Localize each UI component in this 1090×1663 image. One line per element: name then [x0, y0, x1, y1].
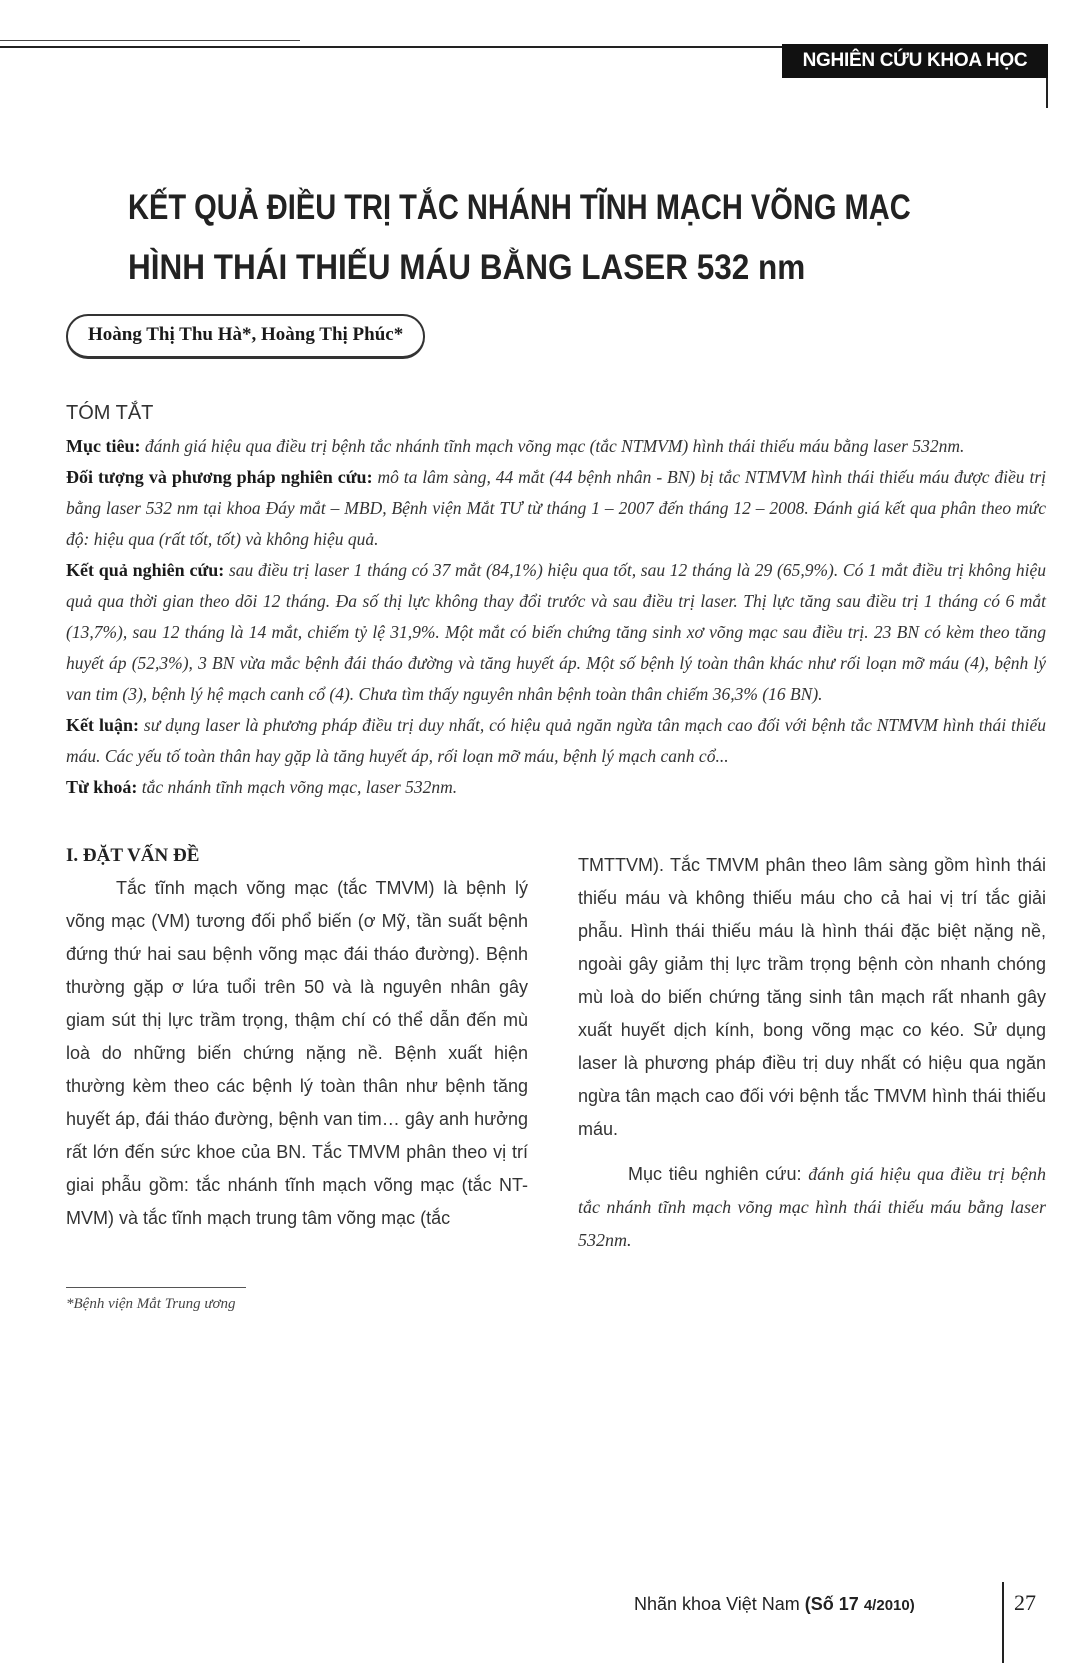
body-paragraph: TMTTVM). Tắc TMVM phân theo lâm sàng gồm hình thái thiếu máu và không thiếu máu cho cả hai vị trí tắc giải phẫu. Hình thái thiếu máu là hình thái đặc biệt nặng nề, ngoài gây giảm thị lực trầm trọng bệnh còn nhanh chóng mù loà do biến chứng tăng sinh tân mạch rất nhanh gây xuất huyết dịch kính, bong võng mạc co kéo. Sử dụng laser là phương pháp điều trị duy nhất có hiệu qua ngăn ngừa tân mạch cao đối với bệnh tắc TMVM hình thái thiếu máu. — [578, 855, 1046, 1139]
footer-divider — [1002, 1582, 1004, 1663]
abstract — [66, 431, 1046, 803]
footnote: *Bệnh viện Mắt Trung ương — [66, 1296, 236, 1312]
abstract-text: sư dụng laser là phương pháp điều trị duy nhất, có hiệu quả ngăn ngừa tân mạch cao đối với bệnh tắc NTMVM hình thái thiếu máu. Các yếu tố toàn thân hay gặp là tăng huyết áp, rối loạn mỡ máu, bệnh lý mạch canh cổ... — [66, 715, 1046, 766]
title-line-2: HÌNH THÁI THIẾU MÁU BẰNG LASER 532 nm — [128, 248, 806, 287]
issue-date: 4/2010) — [863, 1597, 915, 1614]
abstract-text: tắc nhánh tĩnh mạch võng mạc, laser 532nm. — [141, 777, 458, 797]
abstract-objective — [66, 431, 1046, 462]
article-body — [66, 178, 1046, 1314]
abstract-label: Kết luận: — [66, 715, 140, 735]
abstract-text: đánh giá hiệu qua điều trị bệnh tắc nhánh tĩnh mạch võng mạc (tắc NTMVM) hình thái thiếu máu bằng laser 532nm. — [144, 436, 965, 456]
abstract-label: Đối tượng và phương pháp nghiên cứu: — [66, 467, 373, 487]
abstract-keywords — [66, 772, 1046, 803]
section-heading: I. ĐẶT VẤN ĐỀ — [66, 845, 200, 866]
authors: Hoàng Thị Thu Hà*, Hoàng Thị Phúc* — [66, 314, 425, 359]
abstract-text: mô ta lâm sàng, 44 mắt (44 bệnh nhân - BN) bị tắc NTMVM hình thái thiếu máu được điều trị bằng laser 532 nm tại khoa Đáy mắt – MBD, Bệnh viện Mắt TƯ từ tháng 1 – 2007 đến tháng 12 – 2008. Đánh giá kết qua phân theo mức độ: hiệu qua (rất tốt, tốt) và không hiệu quả. — [66, 467, 1046, 549]
article-title — [128, 178, 1046, 298]
left-column — [66, 839, 528, 1235]
header-thin-rule — [0, 40, 300, 41]
abstract-label: Mục tiêu: — [66, 436, 141, 456]
footnote-rule — [66, 1287, 246, 1288]
objective-label: Mục tiêu nghiên cứu: — [628, 1164, 802, 1184]
abstract-label: Kết quả nghiên cứu: — [66, 560, 225, 580]
abstract-heading: TÓM TẮT — [66, 402, 154, 424]
section-badge: NGHIÊN CỨU KHOA HỌC — [782, 44, 1048, 78]
right-column — [578, 839, 1046, 1257]
abstract-label: Từ khoá: — [66, 777, 138, 797]
issue-number: 17 — [838, 1594, 859, 1614]
abstract-conclusion — [66, 710, 1046, 772]
issue-prefix: (Số — [804, 1594, 834, 1614]
objective-paragraph — [578, 1158, 1046, 1257]
title-line-1: KẾT QUẢ ĐIỀU TRỊ TẮC NHÁNH TĨNH MẠCH VÕNG MẠC — [128, 188, 911, 227]
objective-text: đánh giá hiệu qua điều trị bệnh tắc nhánh tĩnh mạch võng mạc hình thái thiếu máu bằng laser 532nm. — [578, 1164, 1046, 1250]
body-columns — [66, 839, 1046, 1257]
body-paragraph: Tắc tĩnh mạch võng mạc (tắc TMVM) là bệnh lý võng mạc (VM) tương đối phổ biến (ơ Mỹ, tần suất bệnh đứng thứ hai sau bệnh võng mạc đái tháo đường). Bệnh thường gặp ơ lứa tuổi trên 50 và là nguyên nhân gây giam sút thị lực trầm trọng, thậm chí có thể dẫn đến mù loà do những biến chứng nặng nề. Bệnh xuất hiện thường kèm theo các bệnh lý toàn thân như bệnh tăng huyết áp, đái tháo đường, bệnh van tim… gây anh hưởng rất lớn đến sức khoe của BN. Tắc TMVM phân theo vị trí giai phẫu gồm: tắc nhánh tĩnh mạch võng mạc (tắc NT-MVM) và tắc tĩnh mạch trung tâm võng mạc (tắc — [66, 878, 528, 1228]
journal-footer — [634, 1594, 915, 1615]
abstract-methods — [66, 462, 1046, 555]
header-divider — [1046, 78, 1048, 108]
journal-name: Nhãn khoa Việt Nam — [634, 1594, 800, 1614]
page-number: 27 — [1014, 1590, 1036, 1615]
abstract-results — [66, 555, 1046, 710]
abstract-text: sau điều trị laser 1 tháng có 37 mắt (84,1%) hiệu qua tốt, sau 12 tháng là 29 (65,9%). Có 1 mắt điều trị không hiệu quả qua thời gian theo dõi 12 tháng. Đa số thị lực không thay đổi trước và sau điều trị laser. Thị lực tăng sau điều trị 1 tháng có 6 mắt (13,7%), sau 12 tháng là 14 mắt, chiếm tỷ lệ 31,9%. Một mắt có biến chứng tăng sinh xơ võng mạc sau điều trị. 23 BN có kèm theo tăng huyết áp (52,3%), 3 BN vừa mắc bệnh đái tháo đường và tăng huyết áp. Một số bệnh lý toàn thân khác như rối loạn mỡ máu (4), bệnh lý van tim (3), bệnh lý hệ mạch canh cổ (4). Chưa tìm thấy nguyên nhân bệnh toàn thân chiếm 36,3% (16 BN). — [66, 560, 1046, 704]
